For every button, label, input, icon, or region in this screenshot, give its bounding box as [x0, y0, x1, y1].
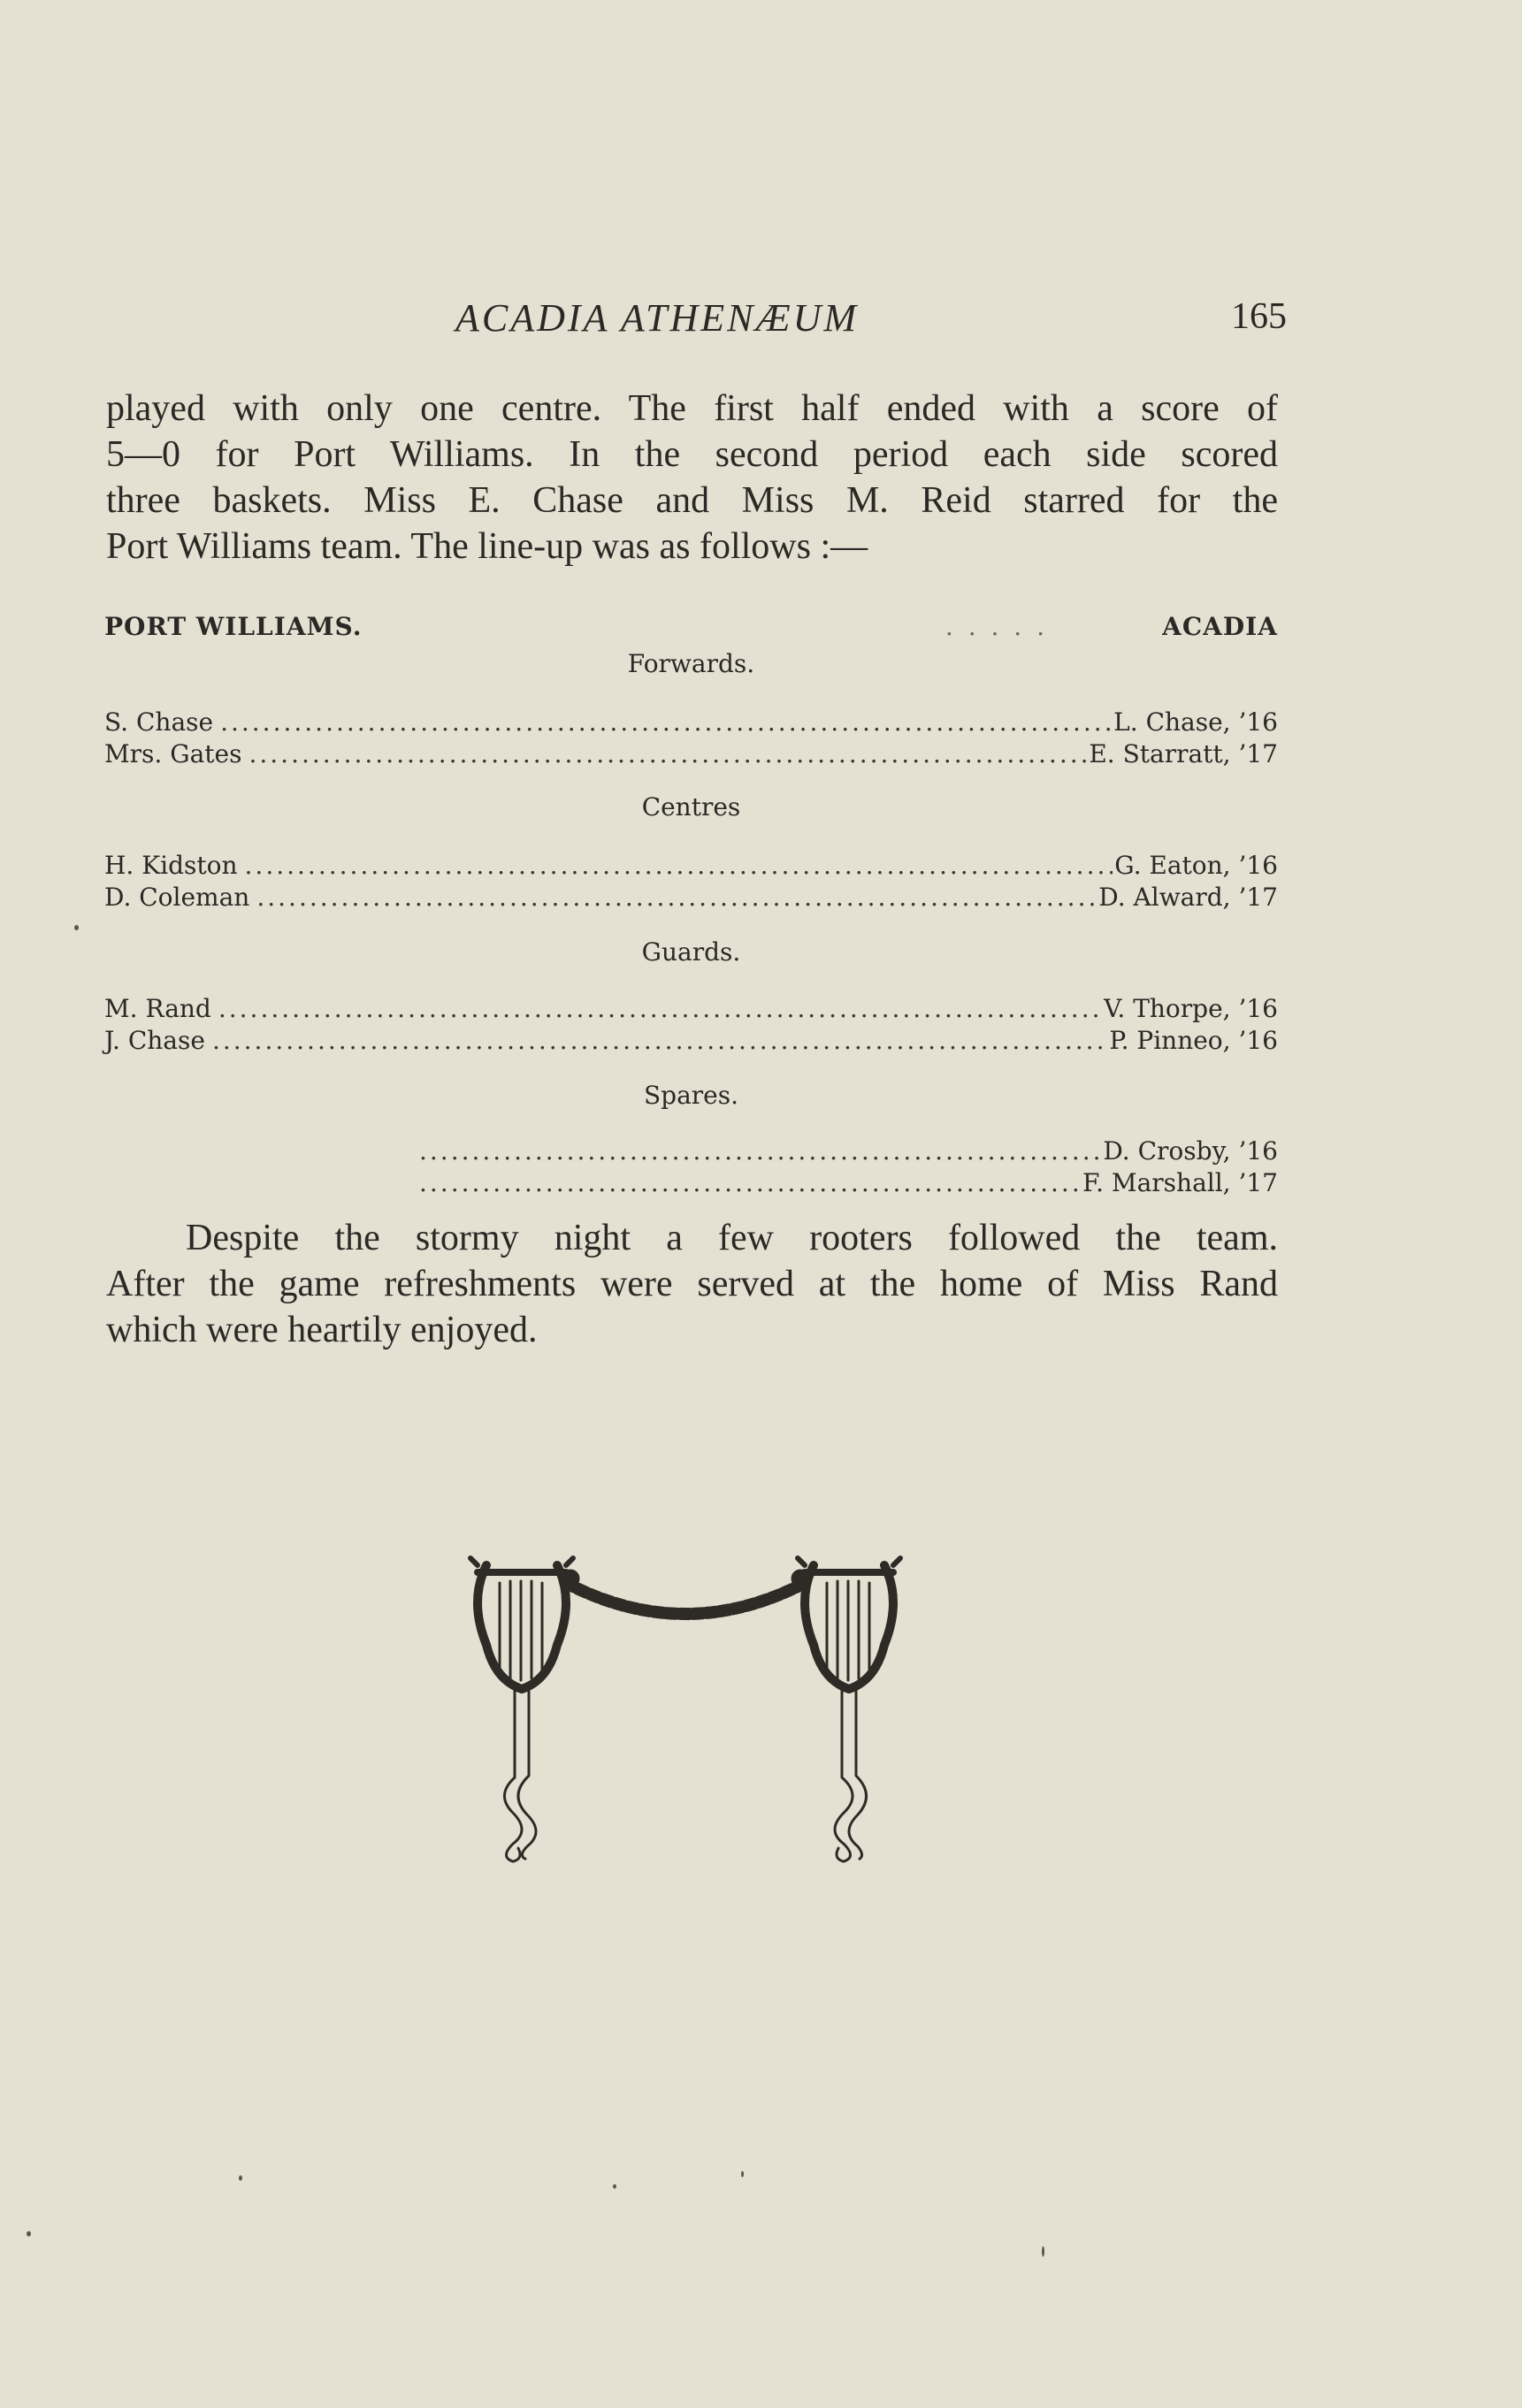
dot-leader — [212, 1026, 1107, 1055]
dot-leader — [419, 1168, 1081, 1197]
page-number: 165 — [1231, 296, 1287, 337]
dot-leader — [218, 994, 1102, 1023]
section-spares: Spares. — [643, 1081, 739, 1110]
lineup-row — [104, 707, 1278, 739]
team-port-williams: PORT WILLIAMS. — [104, 612, 363, 641]
paper-speck — [239, 2175, 242, 2181]
lineup-row — [104, 994, 1278, 1026]
paper-speck — [613, 2184, 616, 2189]
dot-leader — [419, 1136, 1101, 1166]
dot-leader — [256, 883, 1097, 912]
team-acadia: ACADIA — [1162, 612, 1278, 641]
acadia-player: F. Marshall, ’17 — [1082, 1168, 1278, 1197]
dot-leader — [249, 739, 1087, 768]
acadia-player: G. Eaton, ’16 — [1114, 851, 1278, 880]
journal-title: ACADIA ATHENÆUM — [455, 296, 860, 340]
port-williams-player: Mrs. Gates — [104, 739, 242, 768]
port-williams-player: M. Rand — [104, 994, 211, 1023]
paper-speck — [27, 2231, 31, 2236]
text-line: three baskets. Miss E. Chase and Miss M. Reid starred for the — [106, 480, 1278, 521]
lineup-row — [104, 851, 1278, 883]
port-williams-player: D. Coleman — [104, 883, 250, 912]
running-head — [106, 295, 1287, 348]
text-line: 5—0 for Port Williams. In the second period each side scored — [106, 434, 1278, 475]
acadia-player: D. Alward, ’17 — [1098, 883, 1278, 912]
text-line: played with only one centre. The first half ended with a score of — [106, 388, 1278, 429]
text-line: Despite the stormy night a few rooters followed the team. — [186, 1218, 1278, 1258]
dot-leader — [245, 851, 1113, 880]
dot-leader — [220, 707, 1112, 737]
lineup-row — [104, 883, 1278, 914]
lineup-row-spare — [419, 1168, 1278, 1200]
lineup-row — [104, 1026, 1278, 1058]
lineup-header — [104, 612, 1278, 647]
paper-speck — [74, 925, 79, 930]
acadia-player: V. Thorpe, ’16 — [1104, 994, 1278, 1023]
section-forwards: Forwards. — [627, 649, 755, 678]
header-dots: . . . . . — [945, 612, 1048, 641]
acadia-player: P. Pinneo, ’16 — [1109, 1026, 1278, 1055]
paragraph-continued — [106, 386, 1278, 570]
port-williams-player: S. Chase — [104, 707, 214, 737]
paper-speck — [741, 2171, 744, 2177]
acadia-player: L. Chase, ’16 — [1113, 707, 1278, 737]
port-williams-player: J. Chase — [104, 1026, 205, 1055]
closing-paragraph — [106, 1215, 1278, 1353]
text-line: Port Williams team. The line-up was as follows :— — [106, 526, 868, 567]
lineup-row — [104, 739, 1278, 771]
port-williams-player: H. Kidston — [104, 851, 238, 880]
section-guards: Guards. — [641, 937, 741, 967]
lineup-row-spare — [419, 1136, 1278, 1168]
lyre-ornament-icon — [460, 1548, 911, 1875]
text-line: which were heartily enjoyed. — [106, 1310, 538, 1350]
acadia-player: E. Starratt, ’17 — [1089, 739, 1278, 768]
text-line: After the game refreshments were served at the home of Miss Rand — [106, 1264, 1278, 1304]
section-centres: Centres — [641, 792, 741, 822]
acadia-player: D. Crosby, ’16 — [1103, 1136, 1278, 1166]
paper-speck — [1042, 2246, 1044, 2257]
